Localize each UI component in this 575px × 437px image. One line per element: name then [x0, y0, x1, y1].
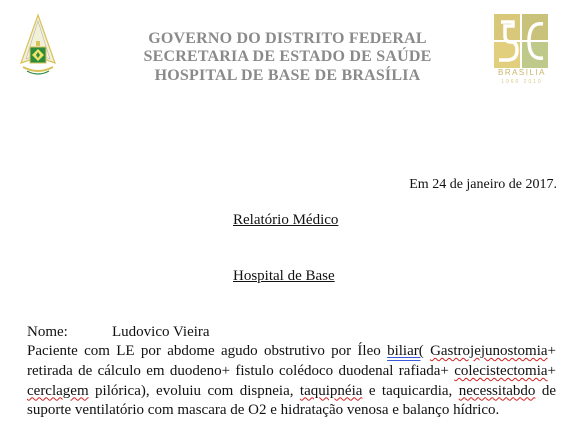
report-text: Paciente com LE por abdome agudo obstrutivo por Íleo	[27, 343, 388, 359]
document-title: Relatório Médico	[233, 212, 339, 228]
logo-caption: BRASILIA	[497, 68, 546, 77]
header-hospital: HOSPITAL DE BASE DE BRASÍLIA	[154, 67, 421, 84]
header-secretariat: SECRETARIA DE ESTADO DE SAÚDE	[143, 48, 432, 65]
grammar-flagged-text: biliar(	[387, 343, 424, 359]
spellcheck-flagged-word: cerclagem	[27, 382, 89, 399]
spellcheck-flagged-word: taquipnéia	[299, 382, 363, 399]
report-text: e taquicardia,	[362, 382, 459, 399]
spellcheck-flagged-word: Gastrojejunostomia	[430, 343, 548, 359]
header-government: GOVERNO DO DISTRITO FEDERAL	[148, 30, 427, 47]
patient-name-value: Ludovico Vieira	[112, 324, 210, 340]
report-text: pilórica), evoluiu com dispneia,	[88, 382, 300, 399]
document-date: Em 24 de janeiro de 2017.	[409, 177, 557, 192]
report-text: de suporte ventilatório com mascara de O2 e hidratação venosa e balanço hídrico.	[27, 382, 556, 419]
report-paragraph	[27, 342, 556, 421]
patient-name-label: Nome:	[27, 324, 68, 340]
patient-name-row	[27, 324, 210, 341]
spellcheck-flagged-word: colecistectomia	[454, 362, 548, 379]
logo-subcaption: 1960 2010	[501, 79, 543, 85]
report-text: + retirada de cálculo em duodeno+ fistulo colédoco duodenal rafiada+	[27, 343, 557, 379]
document-subtitle: Hospital de Base	[233, 268, 335, 284]
spellcheck-flagged-word: necessitabdo	[458, 382, 536, 399]
report-text: +	[547, 362, 556, 379]
